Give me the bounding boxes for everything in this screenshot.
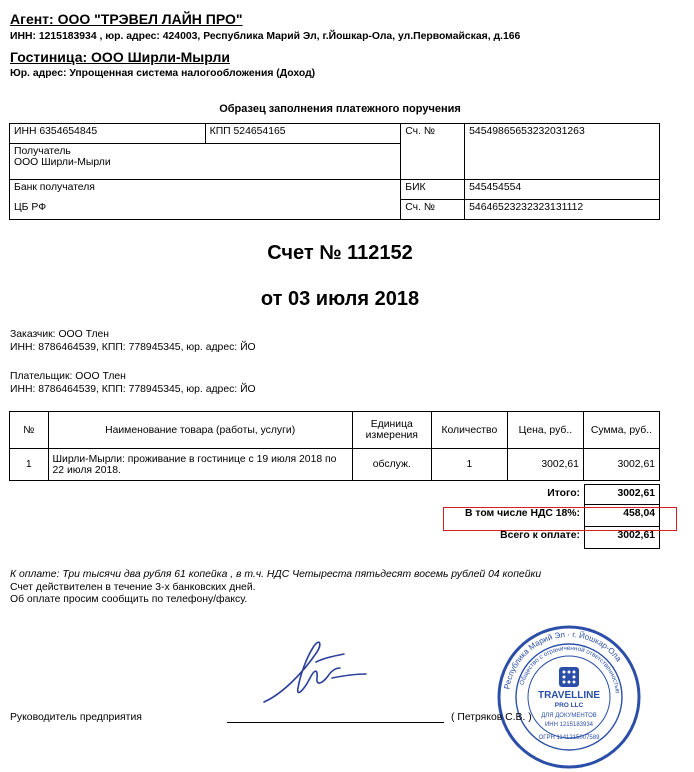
stamp-arc-top: Республика Марий Эл · г. Йошкар-Ола [502, 629, 624, 690]
invoice-title: Счет № 112152 [267, 242, 413, 264]
inn-cell: ИНН 6354654845 [10, 124, 206, 144]
signature-icon [262, 632, 372, 712]
total-label: Итого: [547, 487, 581, 499]
company-stamp-icon [495, 623, 643, 771]
stamp-ogrn: ОГРН 1141215007589 [538, 735, 600, 741]
payment-sample-caption: Образец заполнения платежного поручения [219, 103, 461, 115]
customer-line: Заказчик: ООО Тлен [10, 329, 110, 340]
payer-line: Плательщик: ООО Тлен [10, 371, 126, 382]
bank-label-cell: Банк получателя [10, 180, 401, 200]
row-num: 1 [10, 449, 49, 481]
recipient-label: Получатель [14, 146, 71, 157]
director-label: Руководитель предприятия [10, 712, 142, 723]
vat-value: 458,04 [585, 505, 660, 527]
agent-details: ИНН: 1215183934 , юр. адрес: 424003, Республика Марий Эл, г.Йошкар-Ола, ул.Первомайская, д.166 [10, 31, 521, 42]
stamp-logo: TRAVELLINE [537, 690, 601, 701]
agent-title: Агент: ООО "ТРЭВЕЛ ЛАЙН ПРО" [10, 11, 243, 27]
row-sum: 3002,61 [583, 449, 659, 481]
bank-name-cell: ЦБ РФ [10, 200, 401, 220]
stamp-inn: ИНН 1215183934 [544, 722, 594, 728]
col-header-sum: Сумма, руб.. [583, 412, 659, 449]
hotel-title: Гостиница: ООО Ширли-Мырли [10, 49, 230, 65]
payer-details: ИНН: 8786464539, КПП: 778945345, юр. адрес: ЙО [10, 383, 256, 395]
row-qty: 1 [431, 449, 507, 481]
stamp-arc-inner: Общество с ограниченной ответственностью [518, 644, 621, 694]
col-header-name: Наименование товара (работы, услуги) [48, 412, 352, 449]
account-value-cell: 54549865653232031263 [465, 124, 660, 180]
table-row [10, 449, 660, 481]
recipient-name: ООО Ширли-Мырли [14, 157, 111, 168]
col-header-price: Цена, руб.. [507, 412, 583, 449]
signature-line [227, 722, 444, 723]
bik-value-cell: 545454554 [465, 180, 660, 200]
stamp-logo-sub: PRO LLC [554, 702, 584, 709]
account-label-cell: Сч. № [401, 124, 465, 180]
col-header-unit: Единица измерения [352, 412, 431, 449]
vat-highlight-box [443, 507, 677, 531]
customer-details: ИНН: 8786464539, КПП: 778945345, юр. адрес: ЙО [10, 341, 256, 353]
corr-label-cell: Сч. № [401, 200, 465, 220]
row-price: 3002,61 [507, 449, 583, 481]
recipient-cell [10, 144, 401, 180]
corr-value-cell: 54646523232323131112 [465, 200, 660, 220]
row-name: Ширли-Мырли: проживание в гостинице с 19 июля 2018 по 22 июля 2018. [48, 449, 352, 481]
payment-validity: Счет действителен в течение 3-х банковских дней. [10, 581, 256, 593]
hotel-details: Юр. адрес: Упрощенная система налогообложения (Доход) [10, 68, 316, 79]
payment-amount-words: К оплате: Три тысячи два рубля 61 копейка , в т.ч. НДС Четыреста пятьдесят восемь рублей 04 копейки [10, 569, 542, 580]
payment-notice: Об оплате просим сообщить по телефону/факсу. [10, 594, 248, 605]
bank-details-table [9, 123, 660, 220]
payer-block [10, 371, 256, 396]
customer-block [10, 329, 256, 354]
col-header-num: № [10, 412, 49, 449]
bik-label-cell: БИК [401, 180, 465, 200]
total-value: 3002,61 [585, 485, 660, 505]
vat-label: В том числе НДС 18%: [465, 507, 581, 519]
due-value: 3002,61 [585, 527, 660, 549]
kpp-cell: КПП 524654165 [205, 124, 401, 144]
items-table [9, 411, 660, 481]
col-header-qty: Количество [431, 412, 507, 449]
invoice-date: от 03 июля 2018 [260, 288, 420, 310]
row-unit: обслуж. [352, 449, 431, 481]
director-name: ( Петряков С.В. ) [451, 712, 532, 723]
payment-text [10, 569, 541, 607]
stamp-purpose: ДЛЯ ДОКУМЕНТОВ [541, 713, 597, 719]
due-label: Всего к оплате: [500, 529, 581, 541]
